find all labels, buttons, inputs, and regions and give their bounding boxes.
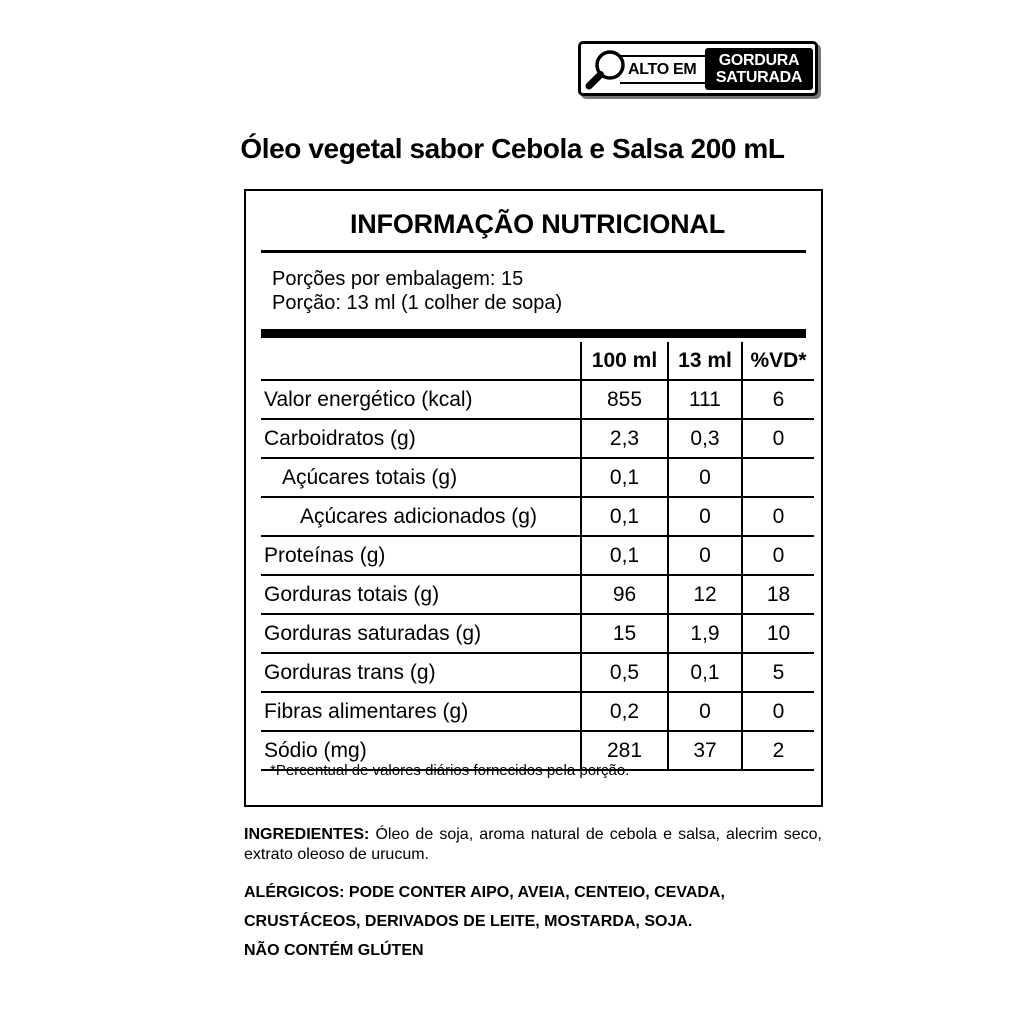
value-per-portion: 0 [668,458,742,497]
nutrient-name: Gorduras totais (g) [261,575,581,614]
nutrition-table [261,342,814,771]
value-per-portion: 0,3 [668,419,742,458]
gluten-statement: NÃO CONTÉM GLÚTEN [244,942,424,959]
table-row [261,380,814,419]
nutrition-panel [244,189,823,807]
ingredients-section [244,825,822,865]
ingredients-label: INGREDIENTES: [244,826,370,843]
table-row [261,575,814,614]
allergens-section [244,878,834,965]
value-per-100ml: 855 [581,380,668,419]
daily-value: 10 [742,614,814,653]
value-per-100ml: 15 [581,614,668,653]
daily-value: 0 [742,497,814,536]
badge-nutrient-box [705,48,813,90]
servings-per-package: Porções por embalagem: 15 [272,268,524,290]
column-header: 13 ml [668,342,742,380]
value-per-100ml: 0,1 [581,497,668,536]
column-header: 100 ml [581,342,668,380]
nutrient-name: Açúcares adicionados (g) [261,497,581,536]
nutrition-title: INFORMAÇÃO NUTRICIONAL [349,209,726,239]
daily-value: 0 [742,419,814,458]
ingredients-text: Óleo de soja, aroma natural de cebola e salsa, alecrim seco, extrato oleoso de urucum. [244,826,822,863]
table-row [261,614,814,653]
table-row [261,419,814,458]
value-per-portion: 12 [668,575,742,614]
daily-value: 6 [742,380,814,419]
serving-size: Porção: 13 ml (1 colher de sopa) [272,292,563,314]
column-header: %VD* [742,342,814,380]
nutrient-name: Gorduras trans (g) [261,653,581,692]
nutrient-name: Proteínas (g) [261,536,581,575]
allergens-line-2: CRUSTÁCEOS, DERIVADOS DE LEITE, MOSTARDA, SOJA. [244,913,693,930]
badge-line-1: GORDURA [718,52,800,69]
daily-value: 5 [742,653,814,692]
value-per-portion: 37 [668,731,742,770]
column-header [261,342,581,380]
table-row [261,497,814,536]
daily-value: 2 [742,731,814,770]
allergens-line-1: ALÉRGICOS: PODE CONTER AIPO, AVEIA, CENTEIO, CEVADA, [244,884,725,901]
value-per-portion: 111 [668,380,742,419]
value-per-100ml: 0,2 [581,692,668,731]
value-per-portion: 1,9 [668,614,742,653]
daily-value [742,458,814,497]
value-per-100ml: 0,1 [581,458,668,497]
high-saturated-fat-badge [578,41,818,96]
table-row [261,653,814,692]
table-row [261,692,814,731]
value-per-100ml: 0,1 [581,536,668,575]
table-row [261,458,814,497]
nutrient-name: Açúcares totais (g) [261,458,581,497]
badge-prefix: ALTO EM [620,55,732,84]
divider [261,250,806,253]
daily-value: 0 [742,692,814,731]
nutrient-name: Fibras alimentares (g) [261,692,581,731]
daily-value: 18 [742,575,814,614]
value-per-100ml: 2,3 [581,419,668,458]
table-row [261,536,814,575]
nutrient-name: Gorduras saturadas (g) [261,614,581,653]
table-header-row [261,342,814,380]
thick-divider [261,329,806,338]
daily-value-footnote: *Percentual de valores diários fornecidos pela porção. [270,762,630,779]
value-per-100ml: 96 [581,575,668,614]
value-per-portion: 0,1 [668,653,742,692]
value-per-100ml: 281 [581,731,668,770]
nutrient-name: Valor energético (kcal) [261,380,581,419]
value-per-100ml: 0,5 [581,653,668,692]
value-per-portion: 0 [668,497,742,536]
badge-line-2: SATURADA [715,69,803,86]
nutrient-name: Carboidratos (g) [261,419,581,458]
daily-value: 0 [742,536,814,575]
nutrient-name: Sódio (mg) [261,731,581,770]
value-per-portion: 0 [668,692,742,731]
value-per-portion: 0 [668,536,742,575]
product-title: Óleo vegetal sabor Cebola e Salsa 200 mL [240,133,785,164]
